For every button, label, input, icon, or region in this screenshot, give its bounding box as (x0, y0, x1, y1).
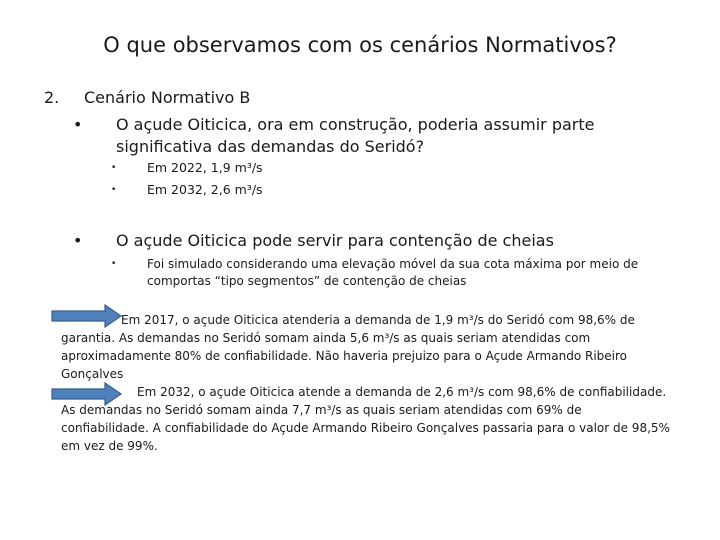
paragraph-2032-text: Em 2032, o açude Oiticica atende a demanda de 2,6 m³/s com 98,6% de confiabilidade. As demandas no Seridó somam ainda 7,7 m³/s as quais seriam atendidas com 69% de confiabilidade. A confiabilidade do Açude Armando Ribeiro Gonçalves passaria para o valor de 98,5% em vez de 99%. (61, 385, 670, 453)
section-heading: Cenário Normativo B (84, 88, 251, 107)
sub-bullet-2-1-marker: • (111, 259, 117, 269)
paragraph-2017-text: Em 2017, o açude Oiticica atenderia a demanda de 1,9 m³/s do Seridó com 98,6% de garantia. As demandas no Seridó somam ainda 5,6 m³/s as quais seriam atendidas com aproximadamente 80% de confiabilidade. Não haveria prejuizo para o Açude Armando Ribeiro Gonçalves (61, 313, 635, 381)
bullet-2-text: O açude Oiticica pode servir para contenção de cheias (116, 231, 554, 250)
slide-title: O que observamos com os cenários Normativos? (103, 33, 617, 57)
sub-bullet-1-2-marker: • (111, 185, 117, 195)
paragraph-2017 (61, 311, 673, 383)
sub-bullet-1-2-text: Em 2032, 2,6 m³/s (147, 182, 263, 197)
paragraph-2032 (61, 383, 673, 455)
sub-bullet-1-1-marker: • (111, 163, 117, 173)
section-number: 2. (44, 88, 60, 107)
bullet-2-marker: • (73, 231, 83, 250)
sub-bullet-2-1-text: Foi simulado considerando uma elevação móvel da sua cota máxima por meio de comportas “tipo segmentos” de contenção de cheias (147, 257, 639, 288)
bullet-1-text: O açude Oiticica, ora em construção, poderia assumir parte significativa das demandas do Seridó? (116, 115, 595, 156)
sub-bullet-1-1-text: Em 2022, 1,9 m³/s (147, 160, 263, 175)
bullet-1-marker: • (73, 115, 83, 134)
